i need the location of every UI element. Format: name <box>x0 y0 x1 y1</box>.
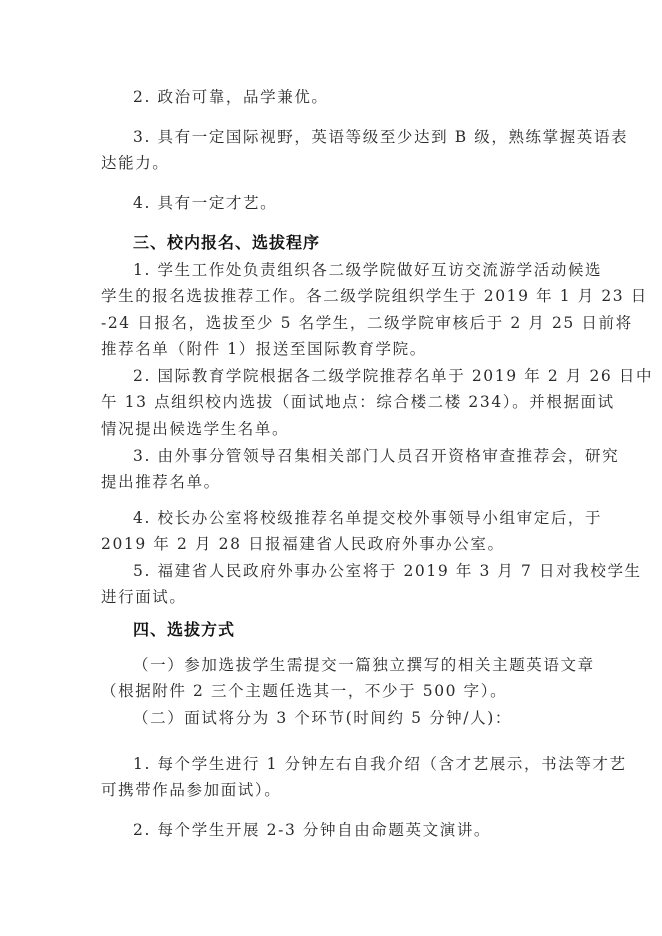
procedure-4-line-1: 4. 校长办公室将校级推荐名单提交校外事领导小组审定后，于 <box>133 509 603 527</box>
interview-step-1-line-2: 可携带作品参加面试）。 <box>101 781 282 799</box>
method-1-line-1: （一）参加选拔学生需提交一篇独立撰写的相关主题英语文章 <box>133 656 595 674</box>
requirement-4: 4. 具有一定才艺。 <box>133 194 278 212</box>
procedure-3-line-1: 3. 由外事分管领导召集相关部门人员召开资格审查推荐会，研究 <box>133 447 620 465</box>
method-2: （二）面试将分为 3 个环节(时间约 5 分钟/人)： <box>133 709 512 727</box>
method-1-line-2: （根据附件 2 三个主题任选其一，不少于 500 字）。 <box>101 682 508 700</box>
section-3-heading: 三、校内报名、选拔程序 <box>133 233 321 252</box>
interview-step-2: 2. 每个学生开展 2-3 分钟自由命题英文演讲。 <box>133 821 492 839</box>
procedure-2-line-1: 2. 国际教育学院根据各二级学院推荐名单于 2019 年 2 月 26 日中 <box>133 367 654 385</box>
interview-step-1-line-1: 1. 每个学生进行 1 分钟左右自我介绍（含才艺展示，书法等才艺 <box>133 755 627 773</box>
requirement-3-line-1: 3. 具有一定国际视野，英语等级至少达到 B 级，熟练掌握英语表 <box>133 128 629 146</box>
procedure-5-line-2: 进行面试。 <box>101 588 187 606</box>
procedure-2-line-2: 午 13 点组织校内选拔（面试地点：综合楼二楼 234）。并根据面试 <box>101 393 615 411</box>
procedure-3-line-2: 提出推荐名单。 <box>101 473 221 491</box>
procedure-1-line-4: 推荐名单（附件 1）报送至国际教育学院。 <box>101 340 427 358</box>
procedure-1-line-1: 1. 学生工作处负责组织各二级学院做好互访交流游学活动候选 <box>133 261 603 279</box>
section-4-heading: 四、选拔方式 <box>133 620 236 639</box>
requirement-2: 2. 政治可靠，品学兼优。 <box>133 88 329 106</box>
procedure-4-line-2: 2019 年 2 月 28 日报福建省人民政府外事办公室。 <box>101 535 505 553</box>
requirement-3-line-2: 达能力。 <box>101 154 170 172</box>
procedure-1-line-3: -24 日报名，选拔至少 5 名学生，二级学院审核后于 2 月 25 日前将 <box>101 314 633 332</box>
procedure-1-line-2: 学生的报名选拔推荐工作。各二级学院组织学生于 2019 年 1 月 23 日 <box>101 287 648 305</box>
procedure-2-line-3: 情况提出候选学生名单。 <box>101 420 290 438</box>
procedure-5-line-1: 5. 福建省人民政府外事办公室将于 2019 年 3 月 7 日对我校学生 <box>133 562 642 580</box>
